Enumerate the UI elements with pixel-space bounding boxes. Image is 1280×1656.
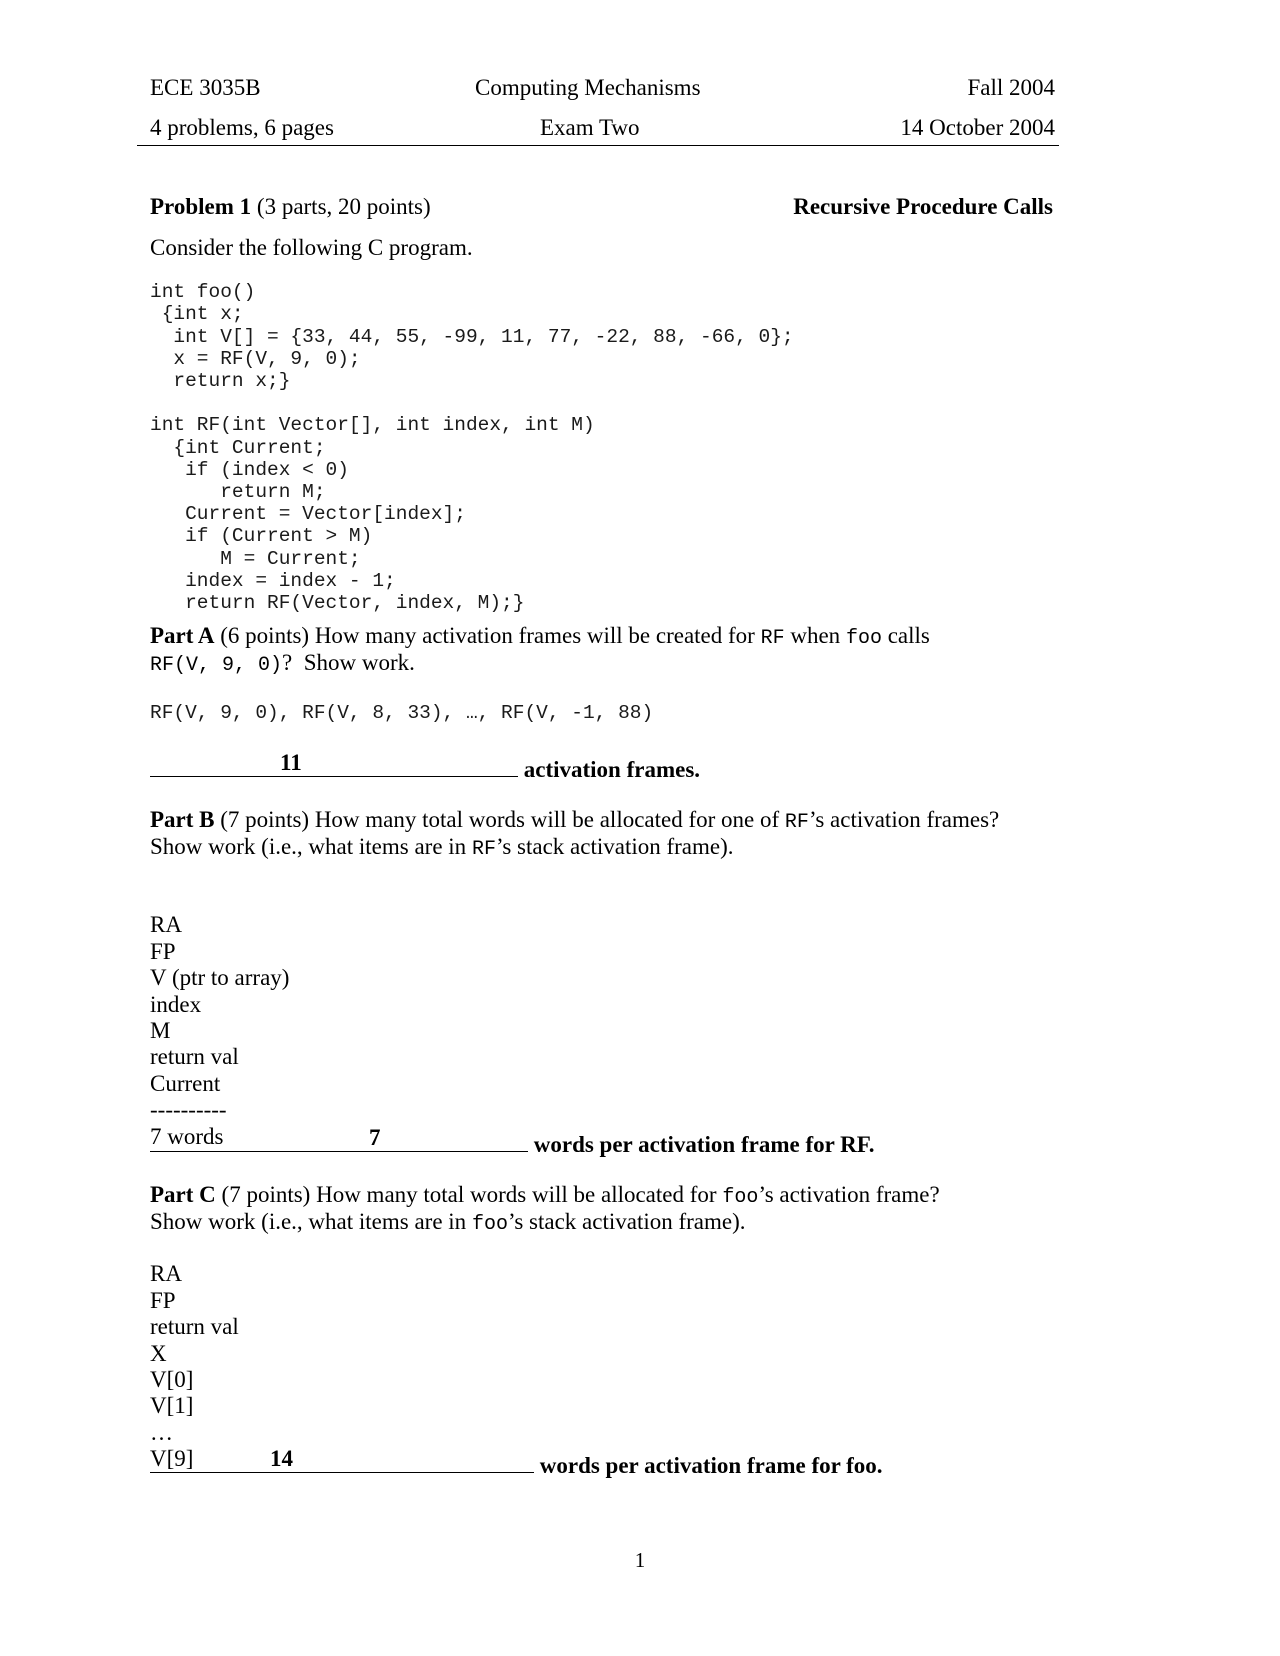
code-line <box>150 392 794 414</box>
exam-date: 14 October 2004 <box>900 115 1055 140</box>
list-item: M <box>150 1018 171 1044</box>
answer-blank <box>150 1127 528 1152</box>
header-rule <box>137 145 1059 146</box>
answer-blank <box>150 1448 534 1473</box>
code-line: Current = Vector[index]; <box>150 503 466 526</box>
list-item: Current <box>150 1070 221 1096</box>
problem-heading <box>150 193 431 220</box>
part-c-text: (7 points) How many total words will be allocated for <box>215 1182 723 1207</box>
part-c-question-line-2 <box>150 1208 746 1238</box>
list-item: RA <box>150 912 182 938</box>
part-c-text: ’s stack activation frame). <box>507 1209 746 1234</box>
part-c-text: Show work (i.e., what items are in <box>150 1209 472 1234</box>
part-b-answer-line <box>150 1127 874 1158</box>
code-line: x = RF(V, 9, 0); <box>150 347 361 370</box>
exam-name: Exam Two <box>540 115 640 140</box>
list-item: X <box>150 1340 167 1366</box>
list-item: V (ptr to array) <box>150 965 290 991</box>
code-block <box>150 259 794 636</box>
code-line: return x;} <box>150 370 291 393</box>
part-c-text: ’s activation frame? <box>758 1182 940 1207</box>
list-item: V[1] <box>150 1393 194 1419</box>
list-item: FP <box>150 1287 176 1313</box>
list-item: return val <box>150 1044 239 1070</box>
part-b-label: Part B <box>150 807 215 832</box>
part-a-question-line-1 <box>150 622 930 652</box>
problem-parts-points: (3 parts, 20 points) <box>251 194 431 219</box>
part-b-question-line-2 <box>150 833 734 863</box>
part-a-text: calls <box>881 623 930 648</box>
part-a-code-foo: foo <box>845 627 882 650</box>
code-line: M = Current; <box>150 547 361 570</box>
code-line: {int x; <box>150 303 244 326</box>
list-item: return val <box>150 1314 239 1340</box>
list-item: FP <box>150 938 176 964</box>
list-item: RA <box>150 1261 182 1287</box>
part-b-text: ’s activation frames? <box>808 807 1000 832</box>
list-item: 7 words <box>150 1123 224 1149</box>
problems-pages: 4 problems, 6 pages <box>150 115 334 140</box>
course-code: ECE 3035B <box>150 75 261 100</box>
list-item: … <box>150 1419 173 1445</box>
list-item: V[9] <box>150 1446 194 1472</box>
part-b-answer: 7 <box>369 1125 381 1150</box>
part-b-code-rf: RF <box>784 811 809 834</box>
part-a-answer-suffix: activation frames. <box>523 757 701 782</box>
part-a-label: Part A <box>150 623 215 648</box>
page-number: 1 <box>634 1548 646 1572</box>
code-line: return M; <box>150 481 326 504</box>
code-line: {int Current; <box>150 436 326 459</box>
list-item: ---------- <box>150 1097 227 1123</box>
code-line: return RF(Vector, index, M);} <box>150 592 525 615</box>
code-line: if (Current > M) <box>150 525 373 548</box>
part-b-question-line-1 <box>150 806 999 836</box>
part-a-text: (6 points) How many activation frames will be created for <box>214 623 761 648</box>
part-a-work: RF(V, 9, 0), RF(V, 8, 33), …, RF(V, -1, 88) <box>150 702 654 724</box>
code-line: int V[] = {33, 44, 55, -99, 11, 77, -22, 88, -66, 0}; <box>150 325 794 348</box>
part-c-question-line-1 <box>150 1181 940 1211</box>
list-item: V[0] <box>150 1367 194 1393</box>
list-item: index <box>150 991 202 1017</box>
part-a-code-call: RF(V, 9, 0) <box>150 654 283 677</box>
course-title: Computing Mechanisms <box>475 75 701 100</box>
part-a-answer: 11 <box>280 750 302 775</box>
part-b-code-rf: RF <box>471 838 496 861</box>
part-a-code-rf: RF <box>760 627 785 650</box>
term: Fall 2004 <box>967 75 1055 100</box>
part-b-text: (7 points) How many total words will be allocated for one of <box>214 807 785 832</box>
part-a-question-line-2 <box>150 649 415 679</box>
code-line: int RF(int Vector[], int index, int M) <box>150 414 595 437</box>
code-line: int foo() <box>150 281 256 304</box>
problem-topic: Recursive Procedure Calls <box>793 194 1053 219</box>
code-line: if (index < 0) <box>150 458 349 481</box>
part-b-text: ’s stack activation frame). <box>495 834 734 859</box>
part-c-code-foo: foo <box>722 1186 759 1209</box>
part-b-answer-suffix: words per activation frame for RF. <box>533 1132 875 1157</box>
code-line: index = index - 1; <box>150 569 396 592</box>
answer-blank <box>150 752 518 777</box>
part-c-answer: 14 <box>270 1446 293 1471</box>
problem-intro: Consider the following C program. <box>150 235 473 260</box>
part-c-code-foo: foo <box>471 1213 508 1236</box>
part-a-answer-line <box>150 752 700 783</box>
part-b-text: Show work (i.e., what items are in <box>150 834 472 859</box>
part-c-label: Part C <box>150 1182 216 1207</box>
part-c-answer-suffix: words per activation frame for foo. <box>539 1453 883 1478</box>
part-a-text: when <box>784 623 846 648</box>
part-c-answer-line <box>150 1448 883 1479</box>
part-a-text: ? Show work. <box>282 650 415 675</box>
problem-title: Problem 1 <box>150 194 252 219</box>
